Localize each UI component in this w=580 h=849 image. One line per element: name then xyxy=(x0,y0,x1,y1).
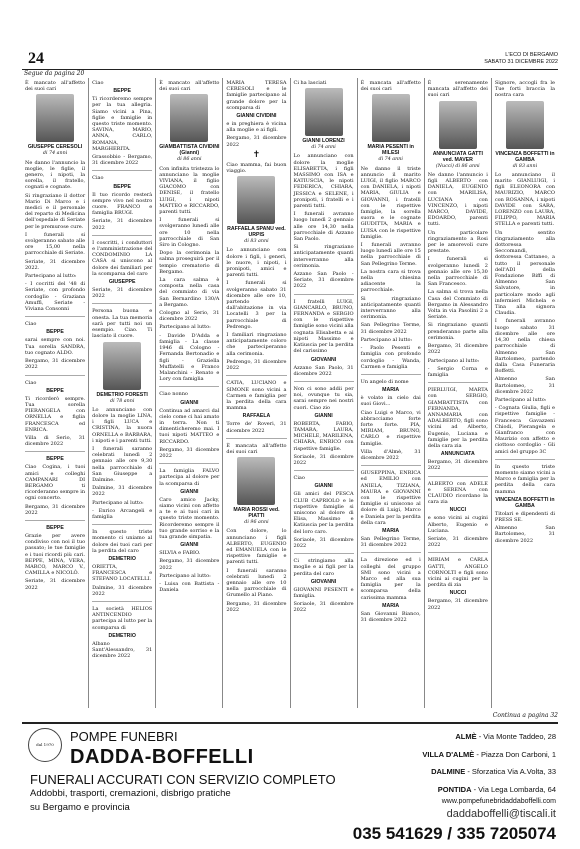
notice-text: Grazie per avere condiviso con noi il tuo passato; le tue famiglie e i tuoi ricordi più cari. BEPPE, MINA, VERA, MARCO, MARCO V., CAMILLA e NICOLÒ. xyxy=(25,532,86,577)
notice-text: La direzione ed i colleghi del gruppo SMI sono vicini a Marco ed alla sua famiglia per la scomparsa della carissima mamma xyxy=(360,557,421,601)
notice-text: - Enrico Arcangeli e famiglia xyxy=(92,507,153,520)
notice-divider xyxy=(25,451,85,452)
notice-name: VINCENZA BOFFETTI in GAMBA xyxy=(495,496,555,509)
notice-text: Dalmine, 31 dicembre 2022 xyxy=(92,584,153,597)
notice-text: Soriaole, 31 dicembre 2022 xyxy=(293,536,354,549)
office: PONTIDA - Via Lega Lombarda, 64 xyxy=(437,784,556,794)
notice-text: I funerali avranno luogo lunedì alle ore 15 nella parrocchiale di San Pellegrino Terme. xyxy=(360,242,421,267)
notice-text: La cara salma è composta nella casa del commiato di via San Bernardino 130/A a Bergamo. xyxy=(159,277,220,308)
notice-text: I familiari ringraziano anticipatamente coloro che parteciperanno alla cerimonia. xyxy=(226,332,287,357)
notice-text: Si ringraziano anticipatamente quanti interverranno alla cerimonia. xyxy=(293,244,354,269)
notice-name: GIANNI xyxy=(180,488,199,495)
portrait-photo xyxy=(237,176,275,224)
deceased-block xyxy=(226,226,286,245)
notice-text: Si ringraziano anticipatamente quanti interverranno alla cerimonia. xyxy=(360,295,421,321)
column-5 xyxy=(291,78,358,708)
notice-text: - Cognata Giulia, figli e rispettive famiglie - Francesca Gavazzeni Chiodi, Pierangela e Gianfranco con Maurizio con affetto e ciottoso cordoglio - Gli amici del gruppo 3C xyxy=(494,405,555,455)
continued-to: Continua a pagina 32 xyxy=(492,712,558,719)
notice-text: Bergamo, 31 dicembre 2022 xyxy=(159,558,220,571)
notice-name: MARIA xyxy=(382,527,400,534)
deceased-block xyxy=(361,144,421,163)
notice-text: Ciao xyxy=(92,175,104,182)
notice-text: Ciao xyxy=(25,379,37,386)
notice-text: Ne danno l'annuncio i figli ALBERTO con DANIELA, EUGENIO con MARILISA, LUCIANA con VINCENZO, i nipoti MARCO, DAVIDE, EDOARDO, parenti tutti. xyxy=(427,171,488,228)
notice-text: Almenno San Bartolomeo, 31 dicembre 2022 xyxy=(494,376,555,395)
office: VILLA D'ALMÈ - Piazza Don Carboni, 1 xyxy=(422,749,556,759)
portrait-photo xyxy=(170,94,208,142)
column-7 xyxy=(425,78,492,708)
notice-name: GIANNI CIVIDINI xyxy=(236,113,277,120)
cross-icon: ✝ xyxy=(252,149,261,160)
deceased-name: VINCENZA BOFFETTI in GAMBA xyxy=(495,150,555,163)
notice-text: Albano Sant'Alessandro, 31 dicembre 2022 xyxy=(92,640,153,660)
continued-from: Segue da pagina 20 xyxy=(24,70,85,77)
deceased-age: di 78 anni xyxy=(110,398,135,404)
notice-text: GIOVANNI PESENTI e famiglia. xyxy=(293,586,354,599)
notice-divider xyxy=(495,459,555,460)
notice-divider xyxy=(92,235,152,236)
deceased-age: (Nucci) di 86 anni xyxy=(435,163,480,169)
notice-name: BEPPE xyxy=(113,183,131,190)
notice-text: MIRIAM e CARLA GATTI, ANGELO CORNOLTI e figli sono vicini ai cugini per la perdita di zia xyxy=(427,557,488,589)
notice-text: San Pellegrino Terme, 31 dicembre 2022 xyxy=(360,535,421,549)
notice-text: Con dolore, lo annunciano i figli ALBERTO, EUGENIO ed EMANUELA con le rispettive famiglie e parenti tutti. xyxy=(226,528,287,566)
notice-divider xyxy=(92,601,152,602)
notice-divider xyxy=(226,438,286,439)
notice-text: Seriate, 31 dicembre 2022 xyxy=(92,218,153,231)
notice-text: Bergamo, 31 dicembre 2022 xyxy=(159,446,220,459)
notice-name: NUCCI xyxy=(449,507,467,514)
notice-text: Partecipano al lutto: xyxy=(360,336,413,343)
notice-divider xyxy=(294,470,354,471)
notice-divider xyxy=(428,552,488,553)
notice-name: BEPPE xyxy=(46,524,64,531)
page-number: 24 xyxy=(28,50,44,67)
column-8 xyxy=(492,78,558,708)
notice-text: Un sentito ringraziamento alla dottoressa Seccomandi, dottoressa Cattaneo, a tutto il personale dell'ADI della Fondazione Biffi di Almenno San Salvatore, in particolare modo agli infermieri Michela e Tina alla signora Claudia. xyxy=(494,229,555,317)
notice-text: Ciao Cogina, i tuoi amici e colleghi CAMPANARI DI BERGAMO ti ricorderanno sempre in ogni concerto. xyxy=(25,464,86,502)
notice-text: Ciao xyxy=(293,475,305,482)
notice-text: ORIETTA, FRANCESCA e STEFANO LOCATELLI. xyxy=(92,563,153,583)
notice-text: Si ringraziano il dottor Mario Di Marco e i medici e il personale del reparto di Medicina dell'ospedale di Seriate per le premurose cure. xyxy=(25,192,86,230)
notice-text: San Pellegrino Terme, 31 dicembre 2022 xyxy=(360,322,421,335)
ad-slogan2: Addobbi, trasporti, cremazioni, disbrigo pratiche xyxy=(30,788,231,799)
notice-name: NUCCI xyxy=(449,590,467,597)
deceased-name: MARIA PESENTI in MILESI xyxy=(367,144,414,157)
notice-text: Ciao Luigi e Marco, vi abbracciamo forte forte forte. PIA, MIRIAM, BRUNO, CARLO e rispettive famiglie. xyxy=(360,409,421,447)
notice-text: Lo annunciano il marito GIANLUIGI, i figli ELEONORA con MAURIZIO, MARCO con ROSANNA, i nipoti DAVIDE con SARA, LORENZO con LAURA, FILIPPO, MARIA STELLA e parenti tutti. xyxy=(494,171,555,228)
office: ALMÈ - Via Monte Taddeo, 28 xyxy=(455,732,556,741)
notice-divider xyxy=(428,382,488,383)
notice-name: DEMETRIO xyxy=(108,632,136,639)
notice-divider xyxy=(294,294,354,295)
deceased-age: di 83 anni xyxy=(244,239,269,245)
notice-text: I funerali avranno luogo lunedì 2 gennaio alle ore 14,30 nella parrocchiale di Azzano San Paolo. xyxy=(293,211,354,243)
ad-line1: POMPE FUNEBRI xyxy=(70,729,178,744)
column-6 xyxy=(358,78,425,708)
notice-text: Gli amici del PESCA CLUB CAPRIOLO e le rispettive famiglie si uniscono al dolore di Elisa, Massimo e Katiuscia per la perdita del loro caro. xyxy=(293,491,354,535)
notice-text: San Giovanni Bianco, 31 dicembre 2022 xyxy=(360,610,421,623)
notice-text: La salma si trova nella Casa del Commiato di Bergamo in Alessandro Volta in via Pasolini 2 a Seriate. xyxy=(427,289,488,321)
portrait-photo xyxy=(506,101,544,149)
ad-email[interactable]: daddaboffelli@tiscali.it xyxy=(446,808,556,820)
notice-text: I fratelli LUIGI, GIANCARLO, BRUNO, FERNANDA e SERGIO con le rispettive famiglie sono vicini alla cognata Elisabetta e ai nipoti Massimo e Katiuscia per la perdita del carissimo xyxy=(293,298,354,355)
portrait-photo xyxy=(372,94,410,142)
notice-text: Dalmine, 31 dicembre 2022 xyxy=(92,485,153,498)
notice-text: e in preghiera è vicina alla moglie e ai figli. xyxy=(226,121,287,134)
notice-text: I funerali si svolgeranno sabato alle ore 15,00 nella parrocchiale di Seriate. xyxy=(25,231,86,257)
notice-divider xyxy=(159,386,219,387)
notice-text: SILVIA e FABIO. xyxy=(159,550,201,557)
notice-text: È mancata all'affetto dei suoi cari xyxy=(360,80,421,93)
notice-divider xyxy=(294,553,354,554)
notice-text: I funerali saranno celebrati lunedì 2 gennaio alle ore 10 nella parrocchiale di Grumello al Piano. xyxy=(226,567,287,599)
notice-text: Ciao xyxy=(25,321,37,328)
notice-text: Persona buona e onesta. La tua memoria sarà per tutti noi un esempio. Ciao. Ti lasciato il cuore. xyxy=(92,308,153,340)
notice-name: GIOVANNI xyxy=(310,578,337,585)
notice-text: I coscritti, i conduttori e l'amministrazione del CONDOMINIO LA CASA si uniscono al dolore dei familiari per la scomparsa del caro xyxy=(92,239,153,277)
deceased-name: RAFFAELA SPANU ved. URPIS xyxy=(227,226,286,239)
notice-text: Villa di Serio, 31 dicembre 2022 xyxy=(25,434,86,448)
portrait-photo xyxy=(305,88,343,136)
notice-text: La famiglia FALVO partecipa al dolore per la scomparsa di xyxy=(159,468,220,487)
notice-text: I funerali si svolgeranno sabato 31 dicembre alle ore 10, partendo dall'abitazione in via Locatelli 3 per la parrocchiale di Pedrengo. xyxy=(226,280,287,330)
notice-text: Bergamo, 31 dicembre 2022 xyxy=(25,503,86,516)
notice-text: È mancata all'affetto dei suoi cari xyxy=(226,442,287,455)
notice-text: ALBERTO con ADELE e SERENA con CLAUDIO ricordano la cara zia xyxy=(427,480,488,506)
deceased-block xyxy=(294,138,354,151)
notice-text: Azzano San Paolo, 31 dicembre 2022 xyxy=(293,364,354,377)
notice-text: Bergamo, 31 dicembre 2022 xyxy=(427,598,488,611)
notice-text: Partecipano al lutto: xyxy=(159,572,211,579)
notice-divider xyxy=(92,170,152,171)
notice-name: GIANNI xyxy=(314,483,333,490)
notice-text: Ci ha lasciati xyxy=(293,80,327,86)
notice-name: MARIA xyxy=(382,387,400,394)
notice-divider xyxy=(294,381,354,382)
notice-name: GIOVANNI xyxy=(310,356,337,363)
notice-text: È mancato all'affetto dei suoi cari xyxy=(159,80,220,93)
notice-text: Ciao xyxy=(92,80,104,86)
notice-text: La società HELIOS ANTINCENDIO partecipa al lutto per la scomparsa di xyxy=(92,605,153,631)
notice-text: In questo triste momento ci uniamo al dolore dei tuoi cari per la perdita del caro xyxy=(92,529,153,554)
notice-text: - Luisa con Battista - Daniela xyxy=(159,580,220,594)
notice-text: Ti ricorderò sempre. Tua sorella PIERANGELA con ORNELLA e figlia FRANCESCA ed ENRICA. xyxy=(25,395,86,433)
ad-offices xyxy=(422,728,556,798)
column-3 xyxy=(156,78,223,708)
notice-text: Azzano San Paolo - Seriate, 31 dicembre 2022 xyxy=(293,271,354,290)
notice-text: PIERLUIGI, MARTA con SERGIO, GIAMBATTISTA con FERNANDA, ANNAMARIA con ADALBERTO, figli sono vicini ad Alberto, Eugenio, Luciana e famiglie per la perdita della cara zia xyxy=(427,387,488,449)
notice-text: Ti ricorderemo sempre per la tua allegria. Siamo vicini a Pina, figlie e famiglie in questo triste momento. SAVINA, MARIO, ANNA, CARLO, ROMANA, MARGHERITA. xyxy=(92,96,153,152)
ad-line2: DADDA-BOFFELLI xyxy=(70,746,254,768)
deceased-block xyxy=(92,392,152,405)
deceased-age: di 86 anni xyxy=(177,157,202,163)
notice-text: Bergamo, 31 dicembre 2022 xyxy=(427,459,488,472)
notice-text: Villa d'Almè, 31 dicembre 2022 xyxy=(360,448,421,461)
notice-text: - Davide D'Adda e famiglia - La classe 1946 di Cologno - Fernanda Bertonadio e figli - Graziella Muffatelli e Franco Malanchini - Renato e Lory con famiglia xyxy=(159,332,220,383)
notice-text: Si ringraziano quanti prenderanno parte alla cerimonia. xyxy=(427,322,488,341)
notice-text: Seriate, 31 dicembre 2022 xyxy=(92,287,153,300)
obituary-columns xyxy=(22,78,558,708)
notice-text: GIUSEPPINA, ENRICA ed EMILIO con ANIELA, TIZIANA, MAURA e GIOVANNI con le rispettive famiglie si uniscono al dolore di Luigi, Marco e Daniela per la perdita della cara xyxy=(360,470,421,526)
deceased-age: di 83 anni xyxy=(512,163,538,169)
notice-divider xyxy=(25,375,85,376)
deceased-block xyxy=(428,151,488,170)
notice-text: Ciao nonno xyxy=(159,391,188,398)
notice-text: Partecipano al lutto: xyxy=(427,357,480,364)
column-2 xyxy=(89,78,156,708)
notice-text: Il tuo ricordo resterà sempre vivo nel nostro cuore. FRANCO e famiglia BRUGI. xyxy=(92,191,153,217)
notice-text: Bergamo, 31 dicembre 2022 xyxy=(226,600,287,613)
notice-name: GIANNI xyxy=(180,399,199,406)
notice-text: Signore, accogli fra le Tue forti braccia la nostra cara xyxy=(494,80,555,99)
paper-name: L'ECO DI BERGAMO xyxy=(505,52,558,58)
notice-text: Dopo la cerimonia la salma proseguirà per il tempio crematorio di Bergamo. xyxy=(159,250,220,275)
notice-text: Partecipano al lutto: xyxy=(25,273,77,280)
company-logo: dal 1970 xyxy=(28,728,62,762)
notice-text: È serenamente mancata all'affetto dei suoi cari xyxy=(427,80,488,99)
notice-text: Grassobbio - Bergamo, 31 dicembre 2022 xyxy=(92,154,153,167)
notice-text: Partecipano al lutto: xyxy=(92,499,144,506)
notice-text: Ciao mamma, fai buon viaggio. xyxy=(226,161,287,175)
notice-divider xyxy=(25,316,85,317)
notice-text: Lo annunciano con dolore i figli, i generi, le nuore, i nipoti, i pronipoti, amici e parenti tutti. xyxy=(226,247,287,279)
column-4 xyxy=(223,78,290,708)
notice-text: - Paolo Pesenti e famiglia con profondo cordoglio - Wanda, Carmen e famiglia xyxy=(360,345,421,370)
notice-text: Un particolare ringraziamento a Rosi per le amorevoli cure prestate. xyxy=(427,229,488,255)
deceased-block xyxy=(159,144,219,163)
notice-divider xyxy=(226,375,286,376)
notice-text: Un angelo di nome xyxy=(360,378,409,385)
notice-name: BEPPE xyxy=(46,387,64,394)
deceased-age: di 74 anni xyxy=(311,145,336,151)
notice-name: ANNUNCIATA xyxy=(440,451,475,458)
office: DALMINE - Sforzatica Via A.Volta, 33 xyxy=(431,767,556,776)
notice-divider xyxy=(92,303,152,304)
notice-text: I funerali si svolgeranno lunedì 2 gennaio alle ore 15,30 nella parrocchiale di San Francesco. xyxy=(427,256,488,288)
notice-text: Soriaole, 31 dicembre 2022 xyxy=(293,601,354,614)
notice-text: Caro amico Jacky, siamo vicini con affetto a te e ai tuoi cari in questo triste momento. Ricorderemo sempre il tuo grande sorriso e la tua grande simpatia. xyxy=(159,496,220,540)
notice-text: Partecipano al lutto: xyxy=(159,324,211,331)
notice-name: MARIA xyxy=(382,602,400,609)
page-header xyxy=(484,52,558,66)
notice-name: DEMETRIO xyxy=(108,555,136,562)
notice-name: RAFFAELA xyxy=(242,413,271,420)
deceased-age: di 96 anni xyxy=(244,520,269,526)
notice-text: I funerali si svolgeranno lunedì alle ore 10 nella parrocchiale di San Siro in Cologno. xyxy=(159,217,220,249)
deceased-block xyxy=(226,507,286,526)
deceased-block xyxy=(495,151,555,170)
notice-text: è volato in cielo dai suoi Giovi... xyxy=(360,395,421,408)
notice-text: Ne danno il triste annuncio il marito LUIGI, il figlio MARCO con DANIELA, i nipoti MARIA, GIULIA e GIOVANNI, i fratelli con le rispettive famiglie, la sorella suora e le cognate GIUDITTA, MARIA e LUISA con le rispettive famiglie. xyxy=(360,165,421,240)
deceased-name: ANNUNCIATA GATTI ved. MAVER xyxy=(432,150,483,163)
deceased-name: GIAMBATTISTA CIVIDINI (Gianni) xyxy=(159,144,220,157)
notice-text: Seriate, 31 dicembre 2022 xyxy=(427,535,488,549)
notice-text: Lo annunciano con dolore la moglie LINA, i figli LUCA e CRISTINA, la nuora ORNELLA e BARBARA, i nipoti e i parenti tutti. xyxy=(92,406,153,444)
notice-text: Ne danno l'annuncio la moglie, le figlie, il genero, i nipoti, la sorella, il fratello, cognati e cognate. xyxy=(25,159,86,191)
notice-text: Bergamo, 31 dicembre 2022 xyxy=(25,358,86,371)
ad-slogan3: su Bergamo e provincia xyxy=(30,802,130,813)
notice-text: I funerali saranno celebrati lunedì 2 gennaio alle ore 9,30 nella parrocchiale di San Giuseppe a Dalmine. xyxy=(92,445,153,483)
notice-divider xyxy=(92,524,152,525)
notice-text: Partecipano al lutto: xyxy=(494,396,547,403)
notice-text: Bergamo, 31 dicembre 2022 xyxy=(427,343,488,356)
notice-text: Lo annunciano con dolore la moglie ELISABETTA, i figli MASSIMO con ISA e KATIUSCIA, le nipoti FEDERICA, CHIARA, JESSICA e SELENE, i pronipoti, i fratelli e i parenti tutti. xyxy=(293,153,354,210)
deceased-name: DEMETRIO FORESTI xyxy=(96,391,148,398)
notice-text: CATIA, LUCIANO e SIMONE sono vicini a Carmen e famiglia per la perdita della cara mamma xyxy=(226,380,287,412)
ad-slogans xyxy=(30,773,336,815)
notice-text: Non ci sono addii per noi, ovunque tu sia, sarai sempre nei nostri cuori. Ciao zio xyxy=(293,385,354,411)
notice-name: BEPPE xyxy=(113,88,131,95)
portrait-photo xyxy=(36,94,74,142)
deceased-name: GIANNI LORENZI xyxy=(302,138,345,145)
notice-text: ROBERTA, FABIO, TAMARA, LAURA, MICHELE, MARILENA, CHIARA, ENRICO con rispettive famiglie. xyxy=(293,420,354,452)
notice-text: e sono vicini ai cugini Alberto, Eugenio e Luciana. xyxy=(427,515,488,534)
notice-divider xyxy=(159,463,219,464)
notice-text: Titolari e dipendenti di PRESS SE. xyxy=(494,510,555,523)
notice-text: Seriate, 31 dicembre 2022 xyxy=(25,578,86,591)
notice-text: È mancato all'affetto dei suoi cari xyxy=(25,80,86,93)
page-date: SABATO 31 DICEMBRE 2022 xyxy=(484,59,558,65)
notice-text: Con infinita tristezza lo annunciano la moglie VIVIANA, il figlio GIACOMO con DENISE, il fratello LUIGI, i nipoti MATTEO e RICCARDO, parenti tutti. xyxy=(159,165,220,216)
notice-text: In questo triste momento siamo vicini a Marco e famiglia per la perdita della cara mamma xyxy=(494,463,555,495)
notice-name: BEPPE xyxy=(46,456,64,463)
header-rule xyxy=(22,69,558,70)
notice-text: sarai sempre con noi. Tua sorella SANDRA, tuo cognato ALDO. xyxy=(25,337,86,356)
notice-text: Bergamo, 31 dicembre 2022 xyxy=(226,135,287,148)
notice-text: Torre de' Roveri, 31 dicembre 2022 xyxy=(226,421,287,434)
notice-divider xyxy=(428,476,488,477)
notice-text: MARIA TERESA CERESOLI e le famiglie partecipano al grande dolore per la scomparsa di xyxy=(226,80,287,111)
notice-text: Pedrengo, 31 dicembre 2022 xyxy=(226,358,287,372)
notice-divider xyxy=(361,374,421,375)
notice-name: GIUSEPPE xyxy=(108,279,136,286)
deceased-age: di 74 anni xyxy=(42,151,68,157)
notice-name: GIANNI xyxy=(314,412,333,419)
notice-divider xyxy=(361,552,421,553)
deceased-age: di 74 anni xyxy=(378,157,403,163)
ad-phone: 035 541629 / 335 7205074 xyxy=(352,824,556,843)
deceased-block xyxy=(25,144,85,157)
notice-text: I funerali avranno luogo sabato 31 dicembre alle ore 14,30 nella chiesa parrocchiale di Almenno San Bartolomeo, partendo dalla Casa Funeraria Boffetti. xyxy=(494,318,555,375)
notice-text: - Sergio Corna e famiglia xyxy=(427,365,488,378)
column-1 xyxy=(22,78,89,708)
notice-text: Soriaole, 31 dicembre 2022 xyxy=(293,453,354,466)
notice-text: Ci stringiamo alla moglie e ai figli per la perdita del caro xyxy=(293,558,354,577)
notice-divider xyxy=(361,465,421,466)
notice-text: Almenno San Bartolomeo, 31 dicembre 2022 xyxy=(494,525,555,544)
notice-text: Continua ad amarci dal cielo come ci hai amato in terra. Non ti dimenticheremo mai. I tuoi nipoti MATTEO e RICCARDO. xyxy=(159,407,220,445)
portrait-photo xyxy=(237,457,275,505)
notice-text: - I cocritti del '48 di Seriate, con profondo cordoglio - Graziana Amuffi, Seriate - Viviana Consonni xyxy=(25,281,86,313)
notice-text: Seriate, 31 dicembre 2022. xyxy=(25,258,86,271)
notice-divider xyxy=(25,520,85,521)
notice-text: Cologno al Serio, 31 dicembre 2022 xyxy=(159,310,220,323)
portrait-photo xyxy=(439,101,477,149)
notice-name: BEPPE xyxy=(46,329,64,336)
ad-slogan1: FUNERALI ACCURATI CON SERVIZIO COMPLETO xyxy=(30,772,336,787)
ad-website[interactable]: www.pompefunebridaddaboffelli.com xyxy=(441,798,556,805)
deceased-name: GIUSEPPE CERESOLI xyxy=(27,144,83,151)
notice-name: GIANNI xyxy=(180,542,199,549)
deceased-name: MARIA ROSSI ved. PIATTI xyxy=(233,507,280,520)
notice-text: La nostra cara si trova nella chiesina adiacente la parrocchiale. xyxy=(360,268,421,294)
portrait-photo xyxy=(103,342,141,390)
